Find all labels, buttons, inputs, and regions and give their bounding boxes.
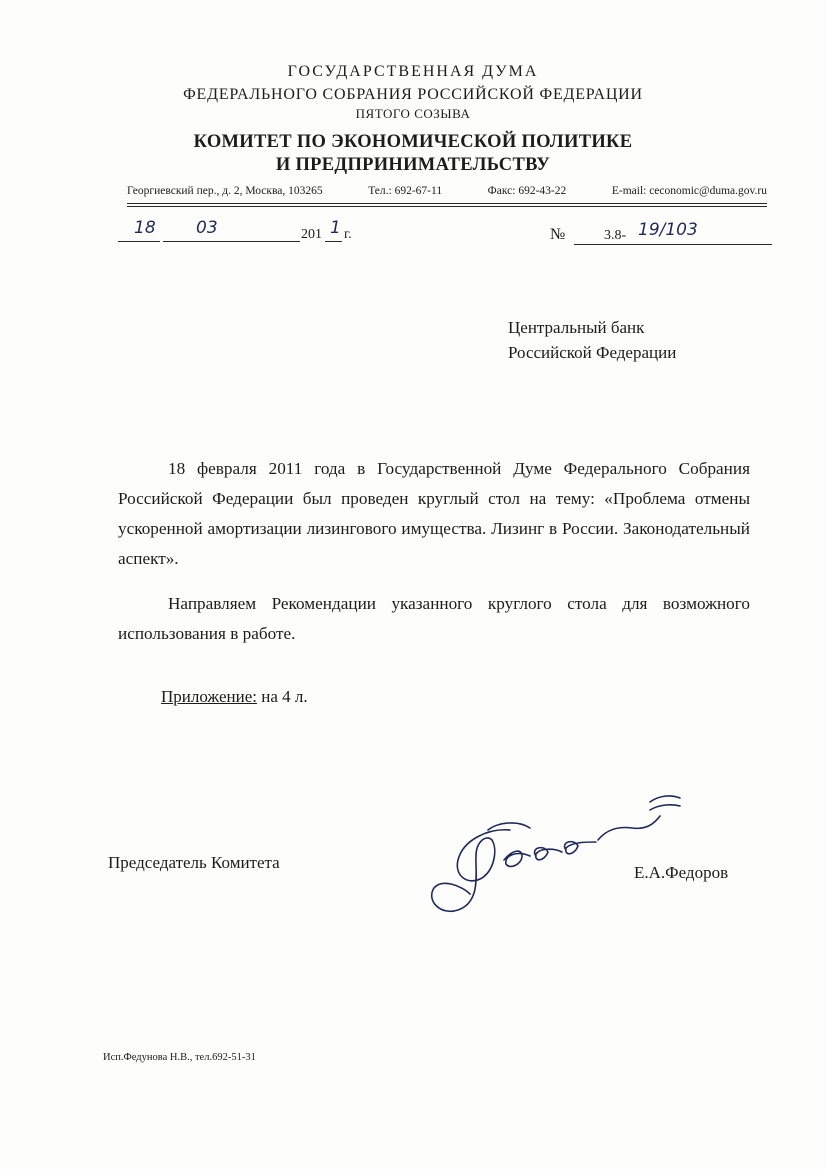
header-divider-second — [127, 206, 767, 207]
date-year-digit: 1 — [330, 218, 341, 238]
committee-title-line1: КОМИТЕТ ПО ЭКОНОМИЧЕСКОЙ ПОЛИТИКЕ — [193, 132, 633, 152]
contact-email: E-mail: ceconomic@duma.gov.ru — [611, 185, 767, 197]
body-paragraph-1: 18 февраля 2011 года в Государственной Думе Федерального Собрания Российской Федерации был проведен круглый стол на тему: «Проблема отмены ускоренной амортизации лизингового имущества. Лизинг в России. Законодательный аспект». — [118, 459, 750, 568]
contact-fax: Факс: 692-43-22 — [487, 185, 567, 197]
header-state-duma: ГОСУДАРСТВЕННАЯ ДУМА — [287, 63, 539, 80]
date-year-prefix: 201 — [301, 227, 322, 242]
handwritten-signature — [418, 790, 688, 920]
signatory-name: Е.А.Федоров — [634, 863, 729, 882]
date-month: 03 — [196, 218, 218, 238]
date-year-suffix: г. — [344, 227, 352, 242]
header-divider — [127, 203, 767, 204]
date-year-line — [325, 241, 342, 242]
contact-address: Георгиевский пер., д. 2, Москва, 103265 — [127, 185, 323, 197]
reference-printed: 3.8- — [604, 228, 627, 243]
attachment-value: на 4 л. — [256, 687, 308, 706]
reference-line — [574, 244, 772, 245]
committee-title-line2: И ПРЕДПРИНИМАТЕЛЬСТВУ — [275, 155, 551, 175]
contact-phone: Тел.: 692-67-11 — [368, 185, 443, 197]
attachment-note — [161, 687, 308, 707]
date-day: 18 — [134, 218, 156, 238]
signatory-position: Председатель Комитета — [108, 853, 280, 872]
header-federal-assembly: ФЕДЕРАЛЬНОГО СОБРАНИЯ РОССИЙСКОЙ ФЕДЕРАЦИИ — [183, 86, 643, 103]
contacts-row — [127, 185, 767, 197]
addressee-line1: Центральный банк — [508, 318, 645, 337]
executor-note: Исп.Федунова Н.В., тел.692-51-31 — [103, 1052, 256, 1063]
addressee — [508, 315, 676, 365]
body-paragraph-2: Направляем Рекомендации указанного круглого стола для возможного использования в работе. — [118, 594, 750, 643]
reference-label: № — [550, 226, 566, 243]
attachment-label: Приложение: — [161, 687, 257, 706]
addressee-line2: Российской Федерации — [508, 343, 677, 362]
date-month-line — [163, 241, 300, 242]
date-day-line — [118, 241, 160, 242]
reference-handwritten: 19/103 — [638, 220, 698, 240]
header-convocation: ПЯТОГО СОЗЫВА — [355, 106, 471, 121]
